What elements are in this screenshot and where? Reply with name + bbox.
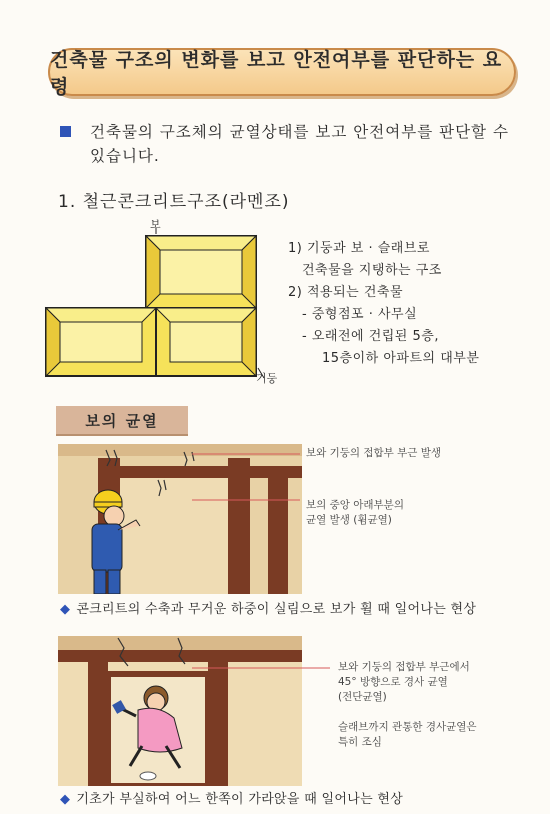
list-item: 건축물을 지탱하는 구조 bbox=[302, 263, 442, 278]
column-label: 기둥 bbox=[256, 372, 278, 385]
beam-note-joint: 보와 기둥의 접합부 부근 발생 bbox=[306, 447, 442, 459]
list-item: - 오래전에 건립된 5층, bbox=[302, 329, 439, 344]
list-item: 2) 적용되는 건축물 bbox=[288, 285, 404, 300]
shear-warning-line2: 특히 조심 bbox=[338, 736, 382, 748]
leader-line-shear bbox=[190, 660, 336, 680]
shear-crack-illustration bbox=[58, 636, 302, 786]
shear-warning-line1: 슬래브까지 관통한 경사균열은 bbox=[338, 721, 477, 733]
list-item: 15층이하 아파트의 대부분 bbox=[322, 351, 480, 366]
shear-note-line3: (전단균열) bbox=[338, 691, 387, 703]
beam-note-center-line2: 균열 발생 (휨균열) bbox=[306, 514, 392, 526]
beam-label: 보 bbox=[150, 218, 161, 231]
rahmen-structure-diagram bbox=[36, 228, 276, 388]
list-item: - 중형점포 · 사무실 bbox=[302, 307, 418, 322]
shear-note-line2: 45° 방향으로 경사 균열 bbox=[338, 676, 448, 688]
lower-right-room bbox=[156, 308, 256, 376]
beam-note-center-line1: 보의 중앙 아래부분의 bbox=[306, 499, 404, 511]
beam-crack-tag: 보의 균열 bbox=[56, 406, 188, 436]
list-item: 1) 기둥과 보 · 슬래브로 bbox=[288, 241, 430, 256]
diamond-bullet-icon: ◆ bbox=[60, 602, 71, 617]
section-heading-rahmen: 1. 철근콘크리트구조(라멘조) bbox=[58, 192, 290, 212]
beam-crack-caption: ◆ 콘크리트의 수축과 무거운 하중이 실림으로 보가 휠 때 일어나는 현상 bbox=[60, 602, 477, 617]
page-title: 건축물 구조의 변화를 보고 안전여부를 판단하는 요령 bbox=[48, 48, 516, 96]
rahmen-description-list bbox=[288, 238, 479, 370]
shear-note-line1: 보와 기둥의 접합부 부근에서 bbox=[338, 661, 470, 673]
leader-lines-beam bbox=[190, 444, 310, 514]
shear-crack-caption: ◆ 기초가 부실하여 어느 한쪽이 가라앉을 때 일어나는 현상 bbox=[60, 792, 404, 807]
diamond-bullet-icon: ◆ bbox=[60, 792, 71, 807]
intro-text: 건축물의 구조체의 균열상태를 보고 안전여부를 판단할 수 있습니다. bbox=[90, 123, 509, 165]
square-bullet-icon bbox=[60, 126, 71, 137]
upper-room bbox=[146, 236, 256, 308]
lower-left-room bbox=[46, 308, 156, 376]
